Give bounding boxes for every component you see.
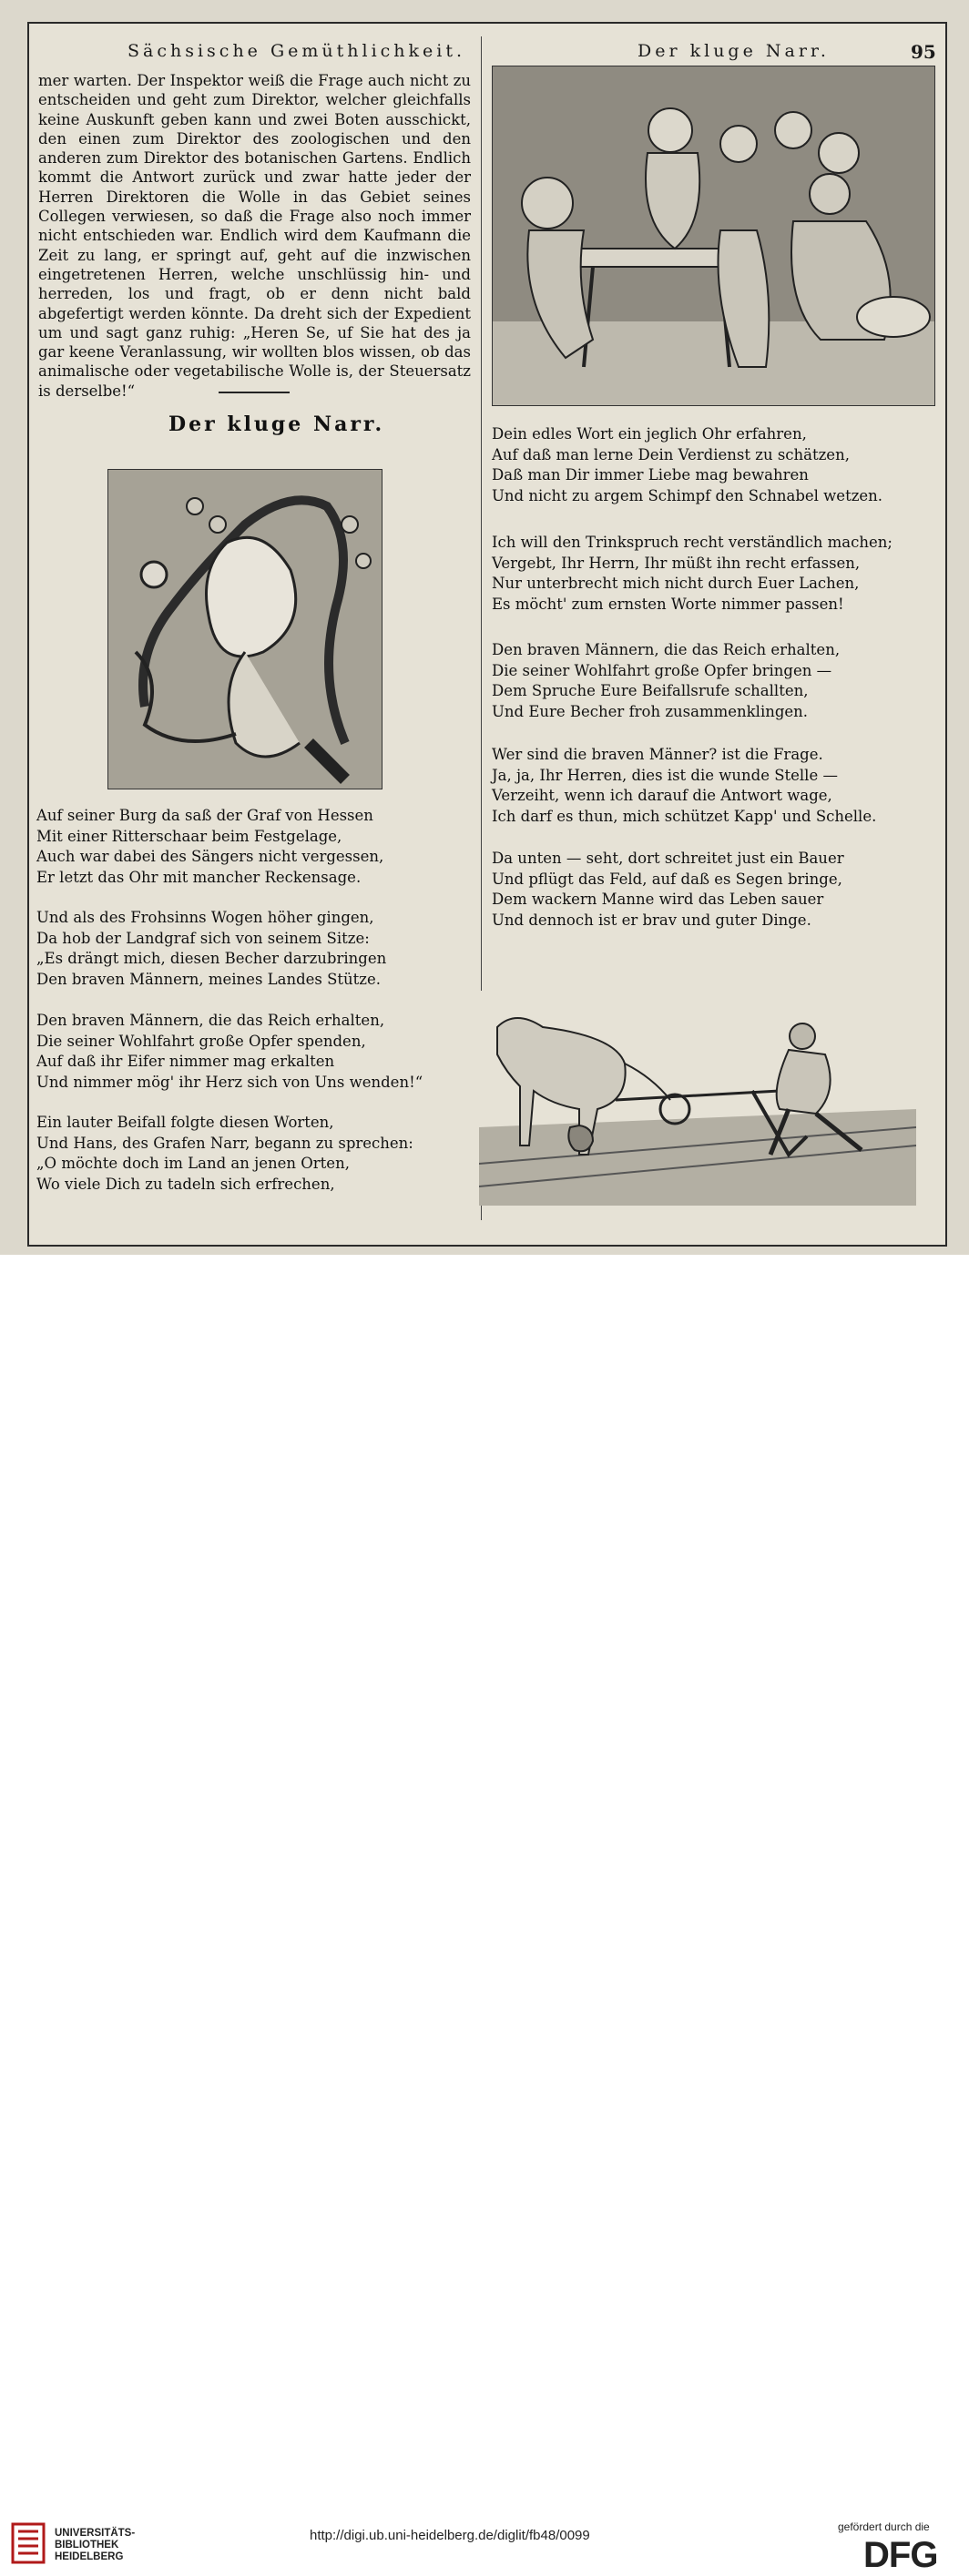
verse-line: Nur unterbrecht mich nicht durch Euer Lachen, bbox=[492, 575, 860, 592]
poem-stanza-right-4 bbox=[492, 745, 876, 827]
jester-illustration bbox=[107, 469, 382, 789]
verse-line: Den braven Männern, die das Reich erhalten, bbox=[492, 641, 841, 658]
verse-line: Auch war dabei des Sängers nicht vergessen, bbox=[36, 848, 384, 865]
verse-line: Ich darf es thun, mich schützet Kapp' und Schelle. bbox=[492, 807, 877, 825]
verse-line: „Es drängt mich, diesen Becher darzubringen bbox=[36, 950, 387, 967]
verse-line: Ich will den Trinkspruch recht verständlich machen; bbox=[492, 534, 892, 551]
viewer-footer bbox=[0, 1255, 969, 2575]
poem-stanza-right-5 bbox=[492, 849, 844, 931]
poem-stanza-right-2 bbox=[492, 533, 892, 615]
poem-stanza-left-1 bbox=[36, 806, 383, 888]
verse-line: „O möchte doch im Land an jenen Orten, bbox=[36, 1155, 350, 1172]
verse-line: Die seiner Wohlfahrt große Opfer bringen — bbox=[492, 661, 832, 679]
verse-line: Und pflügt das Feld, auf daß es Segen bringe, bbox=[492, 870, 842, 888]
poem-stanza-right-1 bbox=[492, 424, 882, 506]
verse-line: Und Hans, des Grafen Narr, begann zu sprechen: bbox=[36, 1134, 413, 1152]
plough-illustration bbox=[479, 991, 916, 1206]
page-number: 95 bbox=[911, 41, 936, 63]
verse-line: Wer sind die braven Männer? ist die Frage. bbox=[492, 746, 823, 763]
verse-line: Und nimmer mög' ihr Herz sich von Uns wenden!“ bbox=[36, 1073, 423, 1091]
verse-line: Verzeiht, wenn ich darauf die Antwort wage, bbox=[492, 787, 832, 804]
verse-line: Auf daß man lerne Dein Verdienst zu schätzen, bbox=[492, 445, 850, 463]
verse-line: Auf seiner Burg da saß der Graf von Hessen bbox=[36, 807, 373, 824]
verse-line: Dein edles Wort ein jeglich Ohr erfahren, bbox=[492, 425, 807, 443]
verse-line: Dem Spruche Eure Beifallsrufe schallten, bbox=[492, 682, 809, 699]
verse-line: Und dennoch ist er brav und guter Dinge. bbox=[492, 911, 811, 929]
verse-line: Dem wackern Manne wird das Leben sauer bbox=[492, 891, 824, 908]
dfg-logo: DFG bbox=[863, 2535, 938, 2575]
verse-line: Die seiner Wohlfahrt große Opfer spenden, bbox=[36, 1032, 366, 1050]
prose-paragraph bbox=[38, 71, 471, 401]
feast-illustration bbox=[492, 66, 935, 406]
verse-line: Daß man Dir immer Liebe mag bewahren bbox=[492, 466, 809, 484]
library-name-line: UNIVERSITÄTS- bbox=[55, 2528, 136, 2539]
poem-title: Der kluge Narr. bbox=[168, 412, 385, 436]
running-header-left: Sächsische Gemüthlichkeit. bbox=[128, 41, 466, 61]
permalink-url[interactable]: http://digi.ub.uni-heidelberg.de/diglit/fb48/0099 bbox=[310, 2528, 590, 2543]
library-name-line: BIBLIOTHEK bbox=[55, 2540, 119, 2551]
poem-stanza-left-4 bbox=[36, 1113, 413, 1195]
verse-line: Es möcht' zum ernsten Worte nimmer passen! bbox=[492, 595, 844, 613]
poem-stanza-left-3 bbox=[36, 1011, 423, 1093]
running-header-right: Der kluge Narr. bbox=[638, 41, 830, 61]
verse-line: Und als des Frohsinns Wogen höher gingen, bbox=[36, 909, 374, 926]
prose-text: mer warten. Der Inspektor weiß die Frage auch nicht zu entscheiden und geht zum Direktor, welcher gleichfalls keine Auskunft geben kann und zwei Boten ausschickt, den einen zum Direktor des zoologischen und den anderen zum Direktor des botanischen Gartens. Endlich kommt die Antwort zurück und zwar hatte jeder der Herren Direktoren die Wolle in das Gebiet seines Collegen verwiesen, so daß die Frage also noch immer nicht entschieden war. Endlich wird dem Kaufmann die Zeit zu lang, er springt auf, geht auf die inzwischen eingetretenen Herren, welche unschlüssig hin- und herreden, los und fragt, ob er denn nicht bald abgefertigt werden könnte. Da dreht sich der Expedient um und sagt ganz ruhig: „Heren Se, uf Sie hat des ja gar keene Veranlassung, wir wollten blos wissen, ob das animalische oder vegetabilische Wolle is, der Steuersatz is derselbe!“ bbox=[38, 72, 471, 400]
verse-line: Vergebt, Ihr Herrn, Ihr müßt ihn recht erfassen, bbox=[492, 554, 861, 572]
scanned-page bbox=[0, 0, 969, 1255]
funded-by-label: gefördert durch die bbox=[838, 2520, 930, 2533]
verse-line: Da hob der Landgraf sich von seinem Sitze: bbox=[36, 929, 370, 947]
library-name-line: HEIDELBERG bbox=[55, 2551, 124, 2562]
verse-line: Und nicht zu argem Schimpf den Schnabel wetzen. bbox=[492, 486, 883, 504]
university-library-logo-icon bbox=[11, 2522, 46, 2564]
verse-line: Den braven Männern, meines Landes Stütze. bbox=[36, 970, 382, 988]
verse-line: Ja, ja, Ihr Herren, dies ist die wunde Stelle — bbox=[492, 766, 838, 784]
verse-line: Da unten — seht, dort schreitet just ein Bauer bbox=[492, 850, 844, 867]
verse-line: Den braven Männern, die das Reich erhalten, bbox=[36, 1012, 385, 1029]
poem-stanza-right-3 bbox=[492, 640, 840, 722]
verse-line: Auf daß ihr Eifer nimmer mag erkalten bbox=[36, 1053, 335, 1070]
section-rule bbox=[219, 392, 290, 393]
verse-line: Und Eure Becher froh zusammenklingen. bbox=[492, 702, 809, 720]
verse-line: Er letzt das Ohr mit mancher Reckensage. bbox=[36, 868, 362, 886]
verse-line: Wo viele Dich zu tadeln sich erfrechen, bbox=[36, 1175, 335, 1193]
verse-line: Ein lauter Beifall folgte diesen Worten, bbox=[36, 1114, 334, 1131]
poem-stanza-left-2 bbox=[36, 908, 386, 990]
verse-line: Mit einer Ritterschaar beim Festgelage, bbox=[36, 827, 342, 845]
library-name bbox=[55, 2528, 135, 2563]
